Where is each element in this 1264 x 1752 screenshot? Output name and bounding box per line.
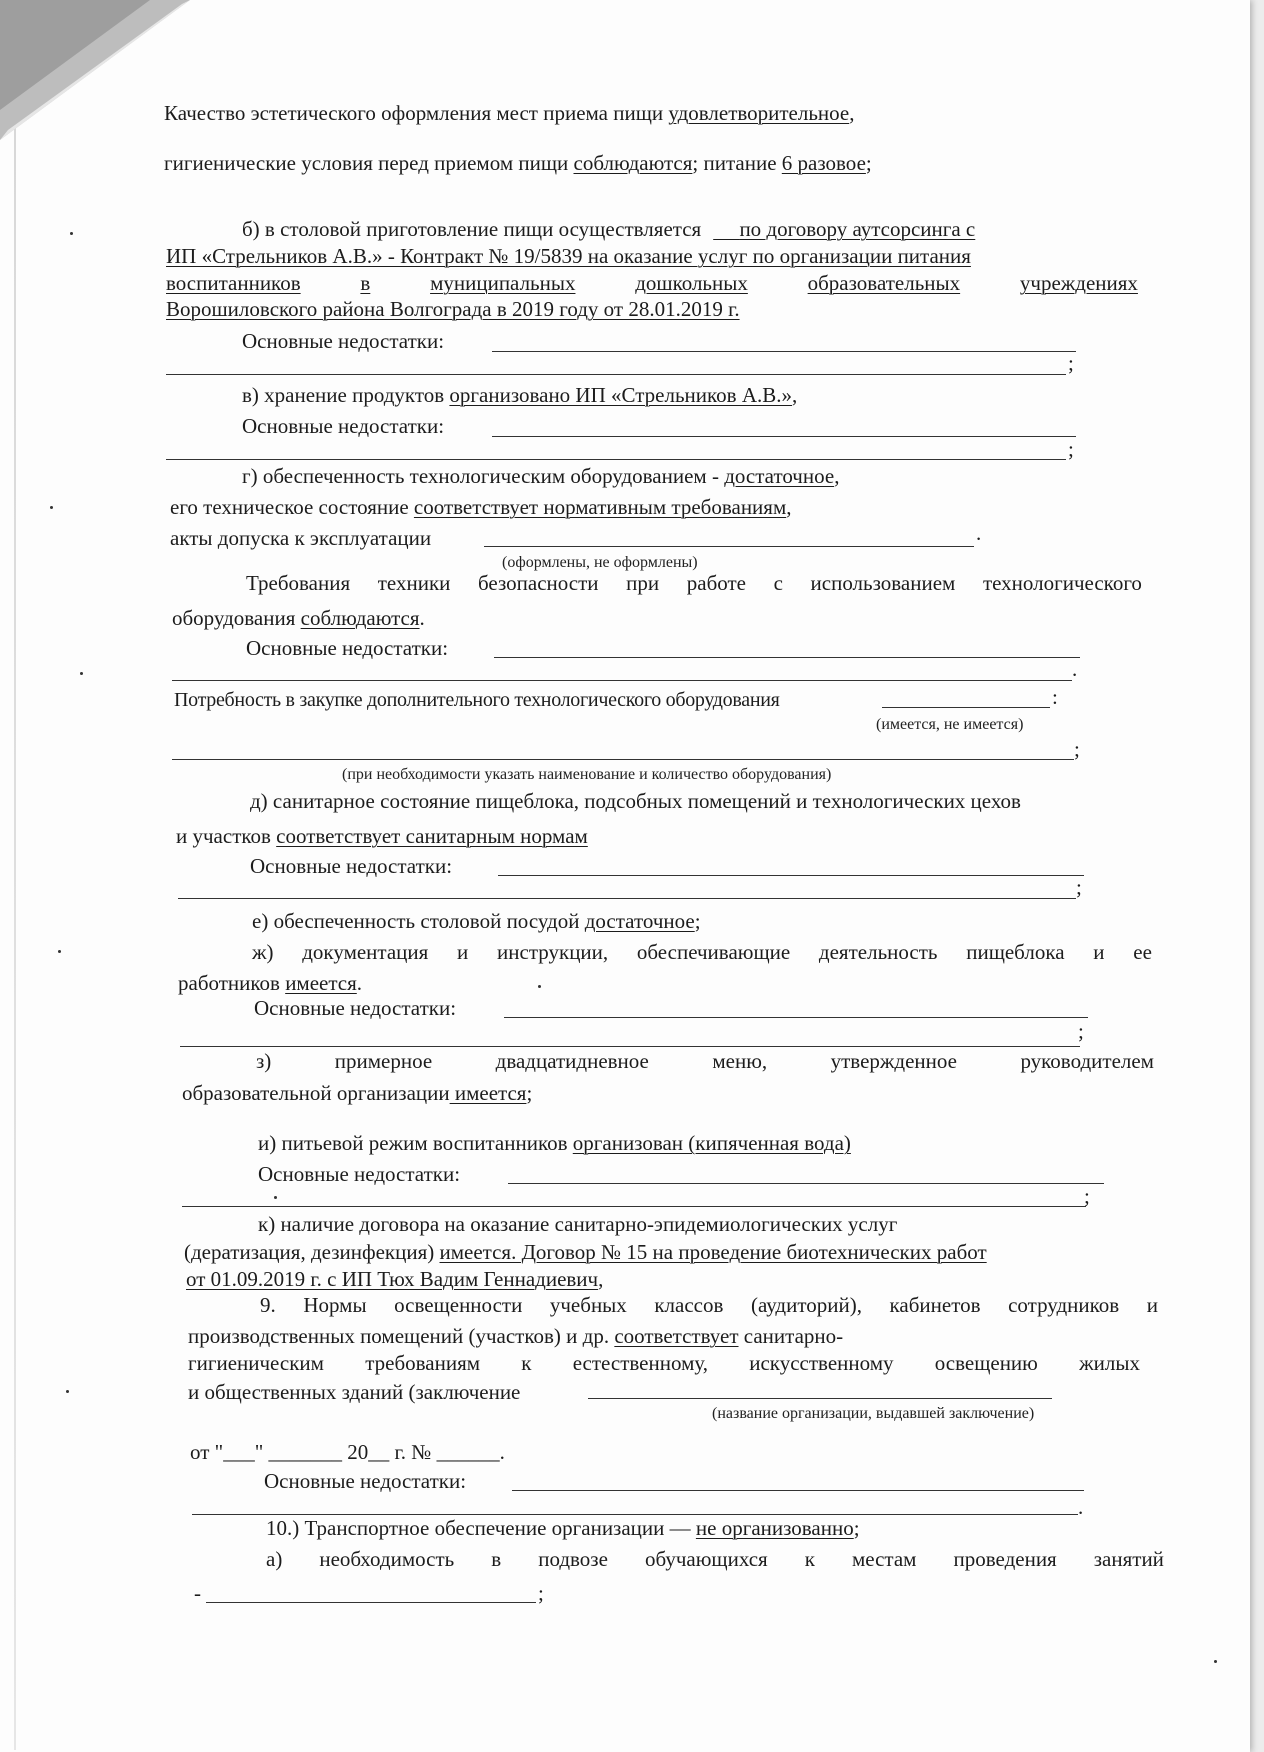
semicolon: ; bbox=[1074, 737, 1080, 761]
safety-label: оборудования bbox=[172, 606, 301, 630]
word: искусственному bbox=[749, 1351, 894, 1375]
word: инструкции, bbox=[497, 940, 609, 964]
menu-value: имеется bbox=[449, 1081, 527, 1105]
hygiene-label: гигиенические условия перед приемом пищи bbox=[164, 151, 574, 175]
word: утвержденное bbox=[830, 1049, 957, 1073]
word: воспитанников bbox=[166, 271, 301, 295]
drinking-regime-line bbox=[258, 1130, 851, 1156]
drinking-regime-value: организован (кипяченная вода) bbox=[572, 1131, 851, 1155]
sanitary-services-label: (дератизация, дезинфекция) bbox=[184, 1240, 440, 1264]
procurement-details-field[interactable] bbox=[172, 759, 1074, 760]
period: . bbox=[1072, 657, 1078, 681]
punctuation: ; bbox=[853, 1516, 860, 1540]
scan-speck bbox=[274, 1196, 277, 1199]
lighting-tail: санитарно- bbox=[738, 1324, 844, 1348]
punctuation: ; bbox=[865, 151, 872, 175]
word: меню, bbox=[712, 1049, 768, 1073]
documentation-line-1 bbox=[252, 939, 1152, 965]
procurement-details-hint: (при необходимости указать наименование и количество оборудования) bbox=[342, 766, 832, 783]
lighting-value: соответствует bbox=[614, 1324, 739, 1348]
defects-label-6: Основные недостатки: bbox=[258, 1162, 461, 1186]
word: к bbox=[521, 1351, 532, 1375]
word: двадцатидневное bbox=[495, 1049, 649, 1073]
scan-speck bbox=[70, 232, 73, 235]
scan-speck bbox=[66, 1390, 69, 1393]
defects-label-3: Основные недостатки: bbox=[246, 636, 449, 660]
equipment-label: г) обеспеченность технологическим оборудованием - bbox=[242, 464, 725, 488]
semicolon: ; bbox=[538, 1581, 544, 1605]
period: . bbox=[976, 521, 982, 545]
lighting-line-2 bbox=[188, 1323, 843, 1349]
defects-label-1: Основные недостатки: bbox=[242, 329, 445, 353]
word: деятельность bbox=[818, 940, 938, 964]
semicolon: ; bbox=[1078, 1019, 1084, 1043]
sanitary-line-2 bbox=[176, 823, 588, 849]
punctuation: . bbox=[356, 971, 363, 995]
word: руководителем bbox=[1020, 1049, 1154, 1073]
acceptance-acts-hint: (оформлены, не оформлены) bbox=[502, 554, 698, 571]
defects-label-4: Основные недостатки: bbox=[250, 854, 453, 878]
period: . bbox=[1078, 1495, 1084, 1519]
defects-field-1b[interactable] bbox=[166, 374, 1066, 375]
menu-line-1 bbox=[256, 1048, 1154, 1074]
word: документация bbox=[302, 940, 429, 964]
scan-speck bbox=[538, 985, 541, 988]
punctuation: , bbox=[849, 101, 855, 125]
word: обучающихся bbox=[644, 1547, 768, 1571]
word: технологического bbox=[982, 571, 1142, 595]
acceptance-acts-field[interactable] bbox=[484, 546, 974, 547]
transport-value: не организованно bbox=[695, 1516, 854, 1540]
word: сотрудников bbox=[1008, 1293, 1120, 1317]
scan-speck bbox=[50, 506, 53, 509]
colon: : bbox=[1052, 685, 1058, 709]
storage-line bbox=[242, 382, 797, 408]
lighting-line-3 bbox=[188, 1350, 1140, 1376]
cooking-line-4: Ворошиловского района Волгограда в 2019 году от 28.01.2019 г. bbox=[166, 297, 740, 321]
sanitary-label: и участков bbox=[176, 824, 277, 848]
delivery-need-line bbox=[266, 1546, 1164, 1572]
safety-line-2 bbox=[172, 605, 425, 631]
word: дошкольных bbox=[635, 271, 748, 295]
word: примерное bbox=[334, 1049, 433, 1073]
tech-state-value: соответствует нормативным требованиям bbox=[413, 495, 787, 519]
word: безопасности bbox=[478, 571, 599, 595]
dash: - bbox=[194, 1581, 201, 1605]
defects-field-2[interactable] bbox=[492, 436, 1076, 437]
word: естественному, bbox=[572, 1351, 709, 1375]
word: образовательных bbox=[807, 271, 961, 295]
punctuation: , bbox=[598, 1267, 604, 1291]
word: гигиеническим bbox=[188, 1351, 324, 1375]
defects-label-2: Основные недостатки: bbox=[242, 414, 445, 438]
lighting-line-1 bbox=[260, 1292, 1158, 1318]
menu-line-2 bbox=[182, 1080, 532, 1106]
scan-speck bbox=[1214, 1660, 1217, 1663]
word: муниципальных bbox=[430, 271, 576, 295]
defects-field-7[interactable] bbox=[512, 1490, 1084, 1491]
word: с bbox=[773, 571, 783, 595]
tableware-label: е) обеспеченность столовой посудой bbox=[252, 909, 585, 933]
transport-line bbox=[266, 1515, 860, 1541]
equipment-value: достаточное bbox=[724, 464, 835, 488]
sanitary-services-value: имеется. Договор № 15 на проведение биотехнических работ bbox=[439, 1240, 987, 1264]
cooking-value: по договору аутсорсинга с bbox=[739, 217, 976, 241]
word: местам bbox=[851, 1547, 917, 1571]
meals-label: ; питание bbox=[692, 151, 782, 175]
punctuation: , bbox=[834, 464, 840, 488]
safety-value: соблюдаются bbox=[300, 606, 420, 630]
safety-line-1 bbox=[246, 570, 1142, 596]
procurement-need-label: Потребность в закупке дополнительного технологического оборудования bbox=[174, 689, 780, 711]
tableware-value: достаточное bbox=[584, 909, 695, 933]
word: кабинетов bbox=[889, 1293, 981, 1317]
sanitary-services-line-2 bbox=[184, 1239, 987, 1265]
cooking-line-1 bbox=[242, 216, 975, 242]
delivery-need-field[interactable] bbox=[206, 1602, 536, 1603]
defects-field-4b[interactable] bbox=[178, 898, 1076, 899]
punctuation: ; bbox=[526, 1081, 533, 1105]
documentation-value: имеется bbox=[285, 971, 357, 995]
sanitary-value: соответствует санитарным нормам bbox=[276, 824, 588, 848]
semicolon: ; bbox=[1084, 1184, 1090, 1208]
cooking-line-3 bbox=[166, 270, 1138, 296]
storage-value: организовано ИП «Стрельников А.В.» bbox=[449, 383, 793, 407]
aesthetic-quality-value: удовлетворительное bbox=[668, 101, 850, 125]
cooking-line-2: ИП «Стрельников А.В.» - Контракт № 19/5839 на оказание услуг по организации питания bbox=[166, 244, 971, 268]
storage-label: в) хранение продуктов bbox=[242, 383, 450, 407]
semicolon: ; bbox=[1076, 875, 1082, 899]
sanitary-line-1: д) санитарное состояние пищеблока, подсобных помещений и технологических цехов bbox=[250, 789, 1021, 813]
word: (аудиторий), bbox=[750, 1293, 862, 1317]
defects-field-5[interactable] bbox=[504, 1017, 1088, 1018]
word: использованием bbox=[810, 571, 956, 595]
conclusion-date-line: от "___" _______ 20__ г. № ______. bbox=[190, 1440, 505, 1464]
defects-field-4[interactable] bbox=[498, 875, 1084, 876]
defects-field-6b[interactable] bbox=[182, 1206, 1086, 1207]
semicolon: ; bbox=[1068, 351, 1074, 375]
tableware-line bbox=[252, 908, 701, 934]
defects-field-5b[interactable] bbox=[180, 1046, 1080, 1047]
word: работе bbox=[686, 571, 746, 595]
word: учреждениях bbox=[1019, 271, 1138, 295]
punctuation: ; bbox=[694, 909, 701, 933]
defects-label-7: Основные недостатки: bbox=[264, 1469, 467, 1493]
aesthetic-quality-line bbox=[164, 100, 855, 126]
defects-field-3[interactable] bbox=[494, 657, 1080, 658]
word: освещению bbox=[934, 1351, 1038, 1375]
punctuation: . bbox=[419, 606, 425, 630]
page-edge-shadow bbox=[14, 100, 16, 1750]
word: обеспечивающие bbox=[636, 940, 791, 964]
documentation-line-2 bbox=[178, 970, 362, 996]
word: освещенности bbox=[394, 1293, 523, 1317]
acceptance-acts-label: акты допуска к эксплуатации bbox=[170, 526, 432, 550]
word: 9. bbox=[260, 1293, 276, 1317]
word: в bbox=[360, 271, 371, 295]
word: в bbox=[491, 1547, 502, 1571]
word: пищеблока bbox=[966, 940, 1065, 964]
punctuation: , bbox=[792, 383, 798, 407]
defects-field-3b[interactable] bbox=[172, 680, 1072, 681]
word: к bbox=[804, 1547, 815, 1571]
word: классов bbox=[654, 1293, 724, 1317]
scan-speck bbox=[58, 950, 61, 953]
word: и bbox=[457, 940, 469, 964]
word: Нормы bbox=[303, 1293, 367, 1317]
defects-label-5: Основные недостатки: bbox=[254, 996, 457, 1020]
equipment-line-1 bbox=[242, 463, 839, 489]
aesthetic-quality-label: Качество эстетического оформления мест приема пищи bbox=[164, 101, 669, 125]
word: техники bbox=[377, 571, 451, 595]
defects-field-1[interactable] bbox=[492, 351, 1076, 352]
contract-date-value: от 01.09.2019 г. с ИП Тюх Вадим Геннадиевич bbox=[186, 1267, 599, 1291]
cooking-label: б) в столовой приготовление пищи осуществляется bbox=[242, 217, 702, 241]
hygiene-value: соблюдаются bbox=[573, 151, 693, 175]
word: проведения bbox=[953, 1547, 1057, 1571]
word: занятий bbox=[1093, 1547, 1164, 1571]
word: при bbox=[626, 571, 660, 595]
hygiene-conditions-line bbox=[164, 150, 872, 176]
word: и bbox=[1093, 940, 1105, 964]
word: ж) bbox=[252, 940, 274, 964]
defects-field-6[interactable] bbox=[508, 1183, 1104, 1184]
word: подвозе bbox=[538, 1547, 608, 1571]
procurement-need-field[interactable] bbox=[882, 707, 1050, 708]
word: а) bbox=[266, 1547, 283, 1571]
word: з) bbox=[256, 1049, 272, 1073]
scan-speck bbox=[80, 672, 83, 675]
documentation-label: работников bbox=[178, 971, 286, 995]
punctuation: , bbox=[786, 495, 792, 519]
lighting-label: производственных помещений (участков) и др. bbox=[188, 1324, 615, 1348]
semicolon: ; bbox=[1068, 437, 1074, 461]
procurement-need-hint: (имеется, не имеется) bbox=[876, 716, 1024, 733]
conclusion-hint: (название организации, выдавшей заключение) bbox=[712, 1405, 1035, 1422]
folded-corner bbox=[0, 0, 190, 140]
defects-field-2b[interactable] bbox=[166, 459, 1066, 460]
word: ее bbox=[1133, 940, 1152, 964]
menu-label: образовательной организации bbox=[182, 1081, 450, 1105]
conclusion-field[interactable] bbox=[588, 1398, 1052, 1399]
sanitary-services-line-3 bbox=[186, 1266, 603, 1292]
meals-value: 6 разовое bbox=[781, 151, 866, 175]
equipment-line-2 bbox=[170, 494, 792, 520]
sanitary-services-line-1: к) наличие договора на оказание санитарно-эпидемиологических услуг bbox=[258, 1212, 898, 1236]
word: жилых bbox=[1079, 1351, 1140, 1375]
tech-state-label: его техническое состояние bbox=[170, 495, 414, 519]
transport-label: 10.) Транспортное обеспечение организации — bbox=[266, 1516, 696, 1540]
word: и bbox=[1146, 1293, 1158, 1317]
conclusion-label: и общественных зданий (заключение bbox=[188, 1380, 521, 1404]
word: необходимость bbox=[319, 1547, 455, 1571]
word: Требования bbox=[246, 571, 351, 595]
drinking-regime-label: и) питьевой режим воспитанников bbox=[258, 1131, 573, 1155]
word: требованиям bbox=[365, 1351, 481, 1375]
word: учебных bbox=[549, 1293, 627, 1317]
